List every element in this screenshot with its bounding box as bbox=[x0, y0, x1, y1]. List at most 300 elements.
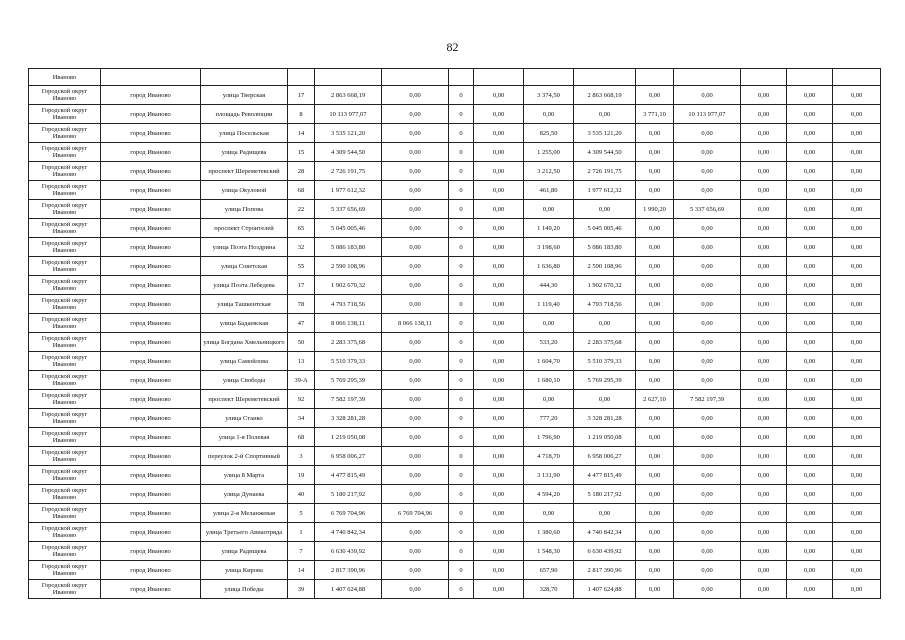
table-cell: 8 bbox=[288, 105, 315, 124]
table-cell: 0,00 bbox=[787, 181, 833, 200]
table-cell: 34 bbox=[288, 409, 315, 428]
table-cell: 1 bbox=[288, 523, 315, 542]
table-cell: 1 380,60 bbox=[524, 523, 574, 542]
table-cell: улица Радищева bbox=[201, 542, 288, 561]
table-row bbox=[29, 561, 881, 580]
table-cell: 0,00 bbox=[382, 485, 449, 504]
table-cell: 1 119,40 bbox=[524, 295, 574, 314]
table-cell: Городской округ Иваново bbox=[29, 105, 101, 124]
table-cell: 0,00 bbox=[674, 219, 741, 238]
table-cell: 0,00 bbox=[674, 295, 741, 314]
table-cell: 0,00 bbox=[636, 276, 674, 295]
table-row bbox=[29, 295, 881, 314]
table-cell: 0,00 bbox=[833, 200, 881, 219]
table-cell: 68 bbox=[288, 181, 315, 200]
table-cell: 0,00 bbox=[741, 352, 787, 371]
table-cell: 1 796,90 bbox=[524, 428, 574, 447]
table-cell: 0,00 bbox=[741, 466, 787, 485]
table-cell: 0,00 bbox=[674, 86, 741, 105]
table-cell: 1 902 670,32 bbox=[574, 276, 636, 295]
table-cell: 7 bbox=[288, 542, 315, 561]
table-cell: Городской округ Иваново bbox=[29, 428, 101, 447]
table-cell: Городской округ Иваново bbox=[29, 371, 101, 390]
table-cell: Городской округ Иваново bbox=[29, 314, 101, 333]
table-cell: 0 bbox=[449, 295, 474, 314]
table-cell: 15 bbox=[288, 143, 315, 162]
table-cell: город Иваново bbox=[101, 219, 201, 238]
table-cell: 0,00 bbox=[741, 428, 787, 447]
table-cell: улица Окуловой bbox=[201, 181, 288, 200]
table-cell: Городской округ Иваново bbox=[29, 143, 101, 162]
table-cell: 0 bbox=[449, 124, 474, 143]
table-cell: 2 726 191,75 bbox=[574, 162, 636, 181]
table-cell: город Иваново bbox=[101, 181, 201, 200]
table-cell: город Иваново bbox=[101, 447, 201, 466]
table-cell: 0,00 bbox=[833, 162, 881, 181]
table-cell: 0,00 bbox=[474, 238, 524, 257]
table-cell: 0,00 bbox=[833, 314, 881, 333]
table-cell: 0,00 bbox=[741, 542, 787, 561]
table-cell: 0 bbox=[449, 352, 474, 371]
table-cell: 1 407 624,88 bbox=[574, 580, 636, 599]
table-cell: город Иваново bbox=[101, 523, 201, 542]
table-cell: 0,00 bbox=[382, 561, 449, 580]
table-cell: 0,00 bbox=[474, 200, 524, 219]
table-cell: 0,00 bbox=[674, 162, 741, 181]
table-row bbox=[29, 580, 881, 599]
table-cell: город Иваново bbox=[101, 580, 201, 599]
table-cell: город Иваново bbox=[101, 86, 201, 105]
table-cell: 2 627,10 bbox=[636, 390, 674, 409]
table-cell: город Иваново bbox=[101, 162, 201, 181]
table-cell: 5 510 379,33 bbox=[574, 352, 636, 371]
table-cell: 5 337 656,69 bbox=[315, 200, 382, 219]
table-cell: 0,00 bbox=[636, 86, 674, 105]
table-cell: 461,80 bbox=[524, 181, 574, 200]
table-cell: проспект Шереметевский bbox=[201, 390, 288, 409]
table-cell: город Иваново bbox=[101, 504, 201, 523]
table-cell: площадь Революции bbox=[201, 105, 288, 124]
table-cell: 0,00 bbox=[833, 504, 881, 523]
table-cell: 0,00 bbox=[741, 561, 787, 580]
table-cell: город Иваново bbox=[101, 561, 201, 580]
table-cell: 0,00 bbox=[833, 485, 881, 504]
table-cell: 6 630 439,92 bbox=[315, 542, 382, 561]
table-cell: 0,00 bbox=[382, 409, 449, 428]
table-cell: 0 bbox=[449, 580, 474, 599]
table-cell: 0,00 bbox=[382, 295, 449, 314]
table-cell: Городской округ Иваново bbox=[29, 238, 101, 257]
table-cell: 0,00 bbox=[787, 86, 833, 105]
table-cell: Городской округ Иваново bbox=[29, 561, 101, 580]
table-cell: 4 793 718,56 bbox=[315, 295, 382, 314]
table-cell: 0,00 bbox=[787, 238, 833, 257]
table-cell: 3 198,60 bbox=[524, 238, 574, 257]
table-cell: 0,00 bbox=[741, 580, 787, 599]
table-cell: 0,00 bbox=[741, 162, 787, 181]
table-row bbox=[29, 200, 881, 219]
table-cell: 5 180 217,92 bbox=[574, 485, 636, 504]
table-cell: улица Бадаевская bbox=[201, 314, 288, 333]
table-cell: 0,00 bbox=[636, 333, 674, 352]
table-cell: 0,00 bbox=[474, 485, 524, 504]
table-cell: 0,00 bbox=[741, 105, 787, 124]
table-cell: город Иваново bbox=[101, 542, 201, 561]
table-cell: 0,00 bbox=[674, 371, 741, 390]
table-cell: город Иваново bbox=[101, 314, 201, 333]
table-cell: улица Тверская bbox=[201, 86, 288, 105]
table-cell: 0,00 bbox=[833, 124, 881, 143]
table-cell: 5 769 295,39 bbox=[315, 371, 382, 390]
table-cell: 0,00 bbox=[833, 409, 881, 428]
table-cell: 0,00 bbox=[741, 219, 787, 238]
table-cell: 0,00 bbox=[741, 238, 787, 257]
table-cell: 0,00 bbox=[382, 523, 449, 542]
table-cell: улица Победы bbox=[201, 580, 288, 599]
table-cell: город Иваново bbox=[101, 143, 201, 162]
table-cell: 0,00 bbox=[382, 257, 449, 276]
table-cell: улица Поэта Лебедева bbox=[201, 276, 288, 295]
table-cell: 0,00 bbox=[833, 352, 881, 371]
table-row bbox=[29, 314, 881, 333]
table-cell: улица Поэта Ноздрина bbox=[201, 238, 288, 257]
table-cell: 40 bbox=[288, 485, 315, 504]
table-cell: 0,00 bbox=[787, 542, 833, 561]
table-cell: город Иваново bbox=[101, 257, 201, 276]
table-cell: улица Богдана Хмельницкого bbox=[201, 333, 288, 352]
table-cell: 0,00 bbox=[636, 238, 674, 257]
table-cell: переулок 2-й Спортивный bbox=[201, 447, 288, 466]
table-cell: 0,00 bbox=[674, 466, 741, 485]
table-cell: 0,00 bbox=[474, 105, 524, 124]
table-cell: 0,00 bbox=[674, 314, 741, 333]
table-cell: 7 582 197,39 bbox=[674, 390, 741, 409]
table-cell: 0,00 bbox=[741, 86, 787, 105]
table-cell: 0,00 bbox=[787, 561, 833, 580]
table-cell: 0 bbox=[449, 200, 474, 219]
table-cell: 0,00 bbox=[382, 390, 449, 409]
table-cell: 5 769 295,39 bbox=[574, 371, 636, 390]
table-cell: 0 bbox=[449, 333, 474, 352]
table-cell: улица 2-я Меланжевая bbox=[201, 504, 288, 523]
table-cell: Городской округ Иваново bbox=[29, 409, 101, 428]
table-cell: 0,00 bbox=[674, 504, 741, 523]
table-cell: 0,00 bbox=[474, 86, 524, 105]
table-cell: 0,00 bbox=[674, 542, 741, 561]
table-cell: 0,00 bbox=[787, 504, 833, 523]
table-cell: 14 bbox=[288, 561, 315, 580]
table-cell: 0,00 bbox=[833, 257, 881, 276]
table-cell: 0,00 bbox=[382, 466, 449, 485]
table-cell: 0,00 bbox=[833, 105, 881, 124]
table-cell: 0,00 bbox=[574, 504, 636, 523]
table-cell: 0,00 bbox=[382, 333, 449, 352]
table-cell: 6 958 006,27 bbox=[574, 447, 636, 466]
table-cell: 0,00 bbox=[674, 276, 741, 295]
table-cell: 19 bbox=[288, 466, 315, 485]
table-cell: 0 bbox=[449, 181, 474, 200]
table-cell: город Иваново bbox=[101, 295, 201, 314]
table-cell: 0,00 bbox=[474, 181, 524, 200]
table-cell: 78 bbox=[288, 295, 315, 314]
table-cell: 0,00 bbox=[474, 162, 524, 181]
table-cell: 0,00 bbox=[636, 523, 674, 542]
table-cell: 0,00 bbox=[833, 333, 881, 352]
table-cell: 0,00 bbox=[474, 124, 524, 143]
table-cell: 0,00 bbox=[474, 466, 524, 485]
table-cell: Городской округ Иваново bbox=[29, 504, 101, 523]
table-cell: 0,00 bbox=[833, 447, 881, 466]
table-cell: 0,00 bbox=[636, 257, 674, 276]
table-cell: 0 bbox=[449, 143, 474, 162]
table-cell: 0,00 bbox=[382, 238, 449, 257]
table-cell: 0,00 bbox=[474, 561, 524, 580]
table-cell: 0 bbox=[449, 428, 474, 447]
table-cell: 0,00 bbox=[741, 523, 787, 542]
table-cell: 0,00 bbox=[787, 314, 833, 333]
table-cell: улица Дунаева bbox=[201, 485, 288, 504]
table-cell: 5 180 217,92 bbox=[315, 485, 382, 504]
table-cell: улица Третьего Авиаотряда bbox=[201, 523, 288, 542]
table-cell: 92 bbox=[288, 390, 315, 409]
table-cell: 68 bbox=[288, 428, 315, 447]
table-row bbox=[29, 86, 881, 105]
table-cell: 5 337 656,69 bbox=[674, 200, 741, 219]
table-cell: 0,00 bbox=[636, 162, 674, 181]
table-cell: 4 477 815,49 bbox=[574, 466, 636, 485]
table-cell: город Иваново bbox=[101, 428, 201, 447]
table-row bbox=[29, 257, 881, 276]
table-cell: 1 680,10 bbox=[524, 371, 574, 390]
table-cell: 0,00 bbox=[741, 276, 787, 295]
table-cell: 2 590 108,96 bbox=[315, 257, 382, 276]
table-row bbox=[29, 162, 881, 181]
table-cell: 0,00 bbox=[474, 352, 524, 371]
table-cell: 0,00 bbox=[787, 105, 833, 124]
table-cell: 3 535 121,20 bbox=[574, 124, 636, 143]
table-cell: 0,00 bbox=[833, 428, 881, 447]
table-cell: 0,00 bbox=[636, 143, 674, 162]
table-cell: 0,00 bbox=[787, 352, 833, 371]
table-cell: город Иваново bbox=[101, 390, 201, 409]
table-cell: 2 817 390,96 bbox=[574, 561, 636, 580]
table-row bbox=[29, 105, 881, 124]
table-cell: город Иваново bbox=[101, 409, 201, 428]
table-cell: улица 1-я Полевая bbox=[201, 428, 288, 447]
table-cell: 0,00 bbox=[636, 561, 674, 580]
table-cell: 3 bbox=[288, 447, 315, 466]
table-cell: 2 863 668,19 bbox=[574, 86, 636, 105]
table-cell: 0,00 bbox=[382, 219, 449, 238]
table-cell: 0,00 bbox=[741, 333, 787, 352]
table-cell: улица Ташкентская bbox=[201, 295, 288, 314]
table-cell: 0,00 bbox=[474, 409, 524, 428]
table-row bbox=[29, 181, 881, 200]
table-cell: 0,00 bbox=[474, 523, 524, 542]
table-cell: 0,00 bbox=[382, 162, 449, 181]
table-cell: 0,00 bbox=[674, 124, 741, 143]
table-cell: 10 113 977,07 bbox=[315, 105, 382, 124]
table-cell: 0,00 bbox=[741, 314, 787, 333]
table-cell: 0,00 bbox=[787, 333, 833, 352]
table-cell: 0,00 bbox=[787, 466, 833, 485]
table-cell: улица Радищева bbox=[201, 143, 288, 162]
table-cell: 0 bbox=[449, 257, 474, 276]
table-cell: 0,00 bbox=[636, 314, 674, 333]
table-cell: 0,00 bbox=[474, 276, 524, 295]
table-cell: 0,00 bbox=[474, 333, 524, 352]
table-cell: 5 510 379,33 bbox=[315, 352, 382, 371]
table-cell: 4 477 815,49 bbox=[315, 466, 382, 485]
table-cell: Городской округ Иваново bbox=[29, 124, 101, 143]
table-cell: 0 bbox=[449, 485, 474, 504]
table-cell: Городской округ Иваново bbox=[29, 390, 101, 409]
table-cell: 0 bbox=[449, 219, 474, 238]
table-cell: 0,00 bbox=[382, 105, 449, 124]
table-row bbox=[29, 523, 881, 542]
table-cell: 4 309 544,50 bbox=[315, 143, 382, 162]
table-cell: 0,00 bbox=[787, 295, 833, 314]
table-cell: 5 045 005,46 bbox=[315, 219, 382, 238]
table-cell: 1 977 612,32 bbox=[574, 181, 636, 200]
table-cell: 0,00 bbox=[474, 219, 524, 238]
table-cell: 777,20 bbox=[524, 409, 574, 428]
table-cell: 4 740 842,34 bbox=[574, 523, 636, 542]
table-cell: 2 283 375,68 bbox=[574, 333, 636, 352]
table-row bbox=[29, 276, 881, 295]
table-cell: 0,00 bbox=[787, 428, 833, 447]
table-cell: 0 bbox=[449, 466, 474, 485]
table-cell: 0 bbox=[449, 447, 474, 466]
table-cell: 1 149,20 bbox=[524, 219, 574, 238]
table-cell: 0,00 bbox=[741, 485, 787, 504]
table-cell: 0,00 bbox=[787, 124, 833, 143]
table-cell: 0,00 bbox=[574, 390, 636, 409]
table-cell: 65 bbox=[288, 219, 315, 238]
table-row bbox=[29, 352, 881, 371]
table-cell: 0,00 bbox=[833, 219, 881, 238]
table-cell: Городской округ Иваново bbox=[29, 542, 101, 561]
table-cell: 2 863 668,19 bbox=[315, 86, 382, 105]
table-cell: 0,00 bbox=[787, 371, 833, 390]
table-cell: 0,00 bbox=[741, 200, 787, 219]
table-row bbox=[29, 143, 881, 162]
table-cell: 1 902 670,32 bbox=[315, 276, 382, 295]
table-cell: Городской округ Иваново bbox=[29, 333, 101, 352]
table-cell: 0,00 bbox=[382, 352, 449, 371]
table-cell: 39-А bbox=[288, 371, 315, 390]
table-cell: 0,00 bbox=[474, 504, 524, 523]
table-cell: 444,30 bbox=[524, 276, 574, 295]
table-cell: 0,00 bbox=[636, 466, 674, 485]
table-cell: 0,00 bbox=[524, 105, 574, 124]
table-cell: 0,00 bbox=[674, 181, 741, 200]
table-cell: 14 bbox=[288, 124, 315, 143]
table-cell: 0,00 bbox=[474, 447, 524, 466]
table-cell: 0 bbox=[449, 276, 474, 295]
table-cell: 4 594,20 bbox=[524, 485, 574, 504]
table-cell: 0,00 bbox=[674, 580, 741, 599]
table-row bbox=[29, 542, 881, 561]
table-cell: 0,00 bbox=[833, 86, 881, 105]
table-cell: 0,00 bbox=[787, 390, 833, 409]
table-cell: 0,00 bbox=[382, 86, 449, 105]
table-cell: 6 630 439,92 bbox=[574, 542, 636, 561]
table-cell: 0,00 bbox=[474, 390, 524, 409]
table-cell: Городской округ Иваново bbox=[29, 485, 101, 504]
table-cell: 0,00 bbox=[674, 409, 741, 428]
addresses-table bbox=[28, 68, 881, 599]
table-cell: город Иваново bbox=[101, 105, 201, 124]
table-cell: 4 740 842,34 bbox=[315, 523, 382, 542]
table-cell: 0,00 bbox=[674, 447, 741, 466]
table-cell: Городской округ Иваново bbox=[29, 447, 101, 466]
table-cell: 17 bbox=[288, 86, 315, 105]
table-cell: 0,00 bbox=[674, 238, 741, 257]
table-cell: 0 bbox=[449, 409, 474, 428]
table-cell: Городской округ Иваново bbox=[29, 86, 101, 105]
table-cell: 533,20 bbox=[524, 333, 574, 352]
table-cell: 1 548,30 bbox=[524, 542, 574, 561]
table-cell: 0,00 bbox=[787, 447, 833, 466]
table-cell: 0,00 bbox=[833, 371, 881, 390]
table-row bbox=[29, 485, 881, 504]
table-cell: улица Станко bbox=[201, 409, 288, 428]
table-cell: 2 726 191,75 bbox=[315, 162, 382, 181]
table-cell: 4 718,70 bbox=[524, 447, 574, 466]
table-cell: 1 977 612,32 bbox=[315, 181, 382, 200]
table-cell: 5 086 183,80 bbox=[574, 238, 636, 257]
table-cell: 8 066 138,11 bbox=[382, 314, 449, 333]
table-cell: 1 255,00 bbox=[524, 143, 574, 162]
table-cell: 3 771,10 bbox=[636, 105, 674, 124]
table-cell: Городской округ Иваново bbox=[29, 466, 101, 485]
table-cell: 328,70 bbox=[524, 580, 574, 599]
table-cell: Городской округ Иваново bbox=[29, 257, 101, 276]
table-cell: 0,00 bbox=[382, 181, 449, 200]
table-cell: улица Советская bbox=[201, 257, 288, 276]
table-cell: 0,00 bbox=[741, 390, 787, 409]
table-cell: улица Самойлова bbox=[201, 352, 288, 371]
table-cell: 6 958 006,27 bbox=[315, 447, 382, 466]
table-cell: 0,00 bbox=[741, 143, 787, 162]
table-cell: 0,00 bbox=[674, 143, 741, 162]
table-cell: улица Кирова bbox=[201, 561, 288, 580]
table-cell: 0,00 bbox=[382, 276, 449, 295]
table-cell: 0,00 bbox=[741, 447, 787, 466]
table-cell: 0,00 bbox=[741, 371, 787, 390]
table-cell: 0,00 bbox=[833, 238, 881, 257]
continuation-row bbox=[29, 69, 881, 86]
table-cell: 0,00 bbox=[382, 542, 449, 561]
table-cell: 825,50 bbox=[524, 124, 574, 143]
table-row bbox=[29, 371, 881, 390]
table-cell: 0 bbox=[449, 238, 474, 257]
table-cell: 0,00 bbox=[833, 295, 881, 314]
table-cell: 17 bbox=[288, 276, 315, 295]
table-cell: 0,00 bbox=[674, 257, 741, 276]
table-cell: 0,00 bbox=[787, 409, 833, 428]
table-row bbox=[29, 447, 881, 466]
table-cell: 0,00 bbox=[524, 200, 574, 219]
table-cell: 39 bbox=[288, 580, 315, 599]
table-cell: 0,00 bbox=[674, 428, 741, 447]
table-cell: 2 590 108,96 bbox=[574, 257, 636, 276]
table-cell: 1 219 050,08 bbox=[574, 428, 636, 447]
table-cell: 0,00 bbox=[382, 580, 449, 599]
table-cell: 0,00 bbox=[474, 542, 524, 561]
table-cell: 0,00 bbox=[833, 561, 881, 580]
